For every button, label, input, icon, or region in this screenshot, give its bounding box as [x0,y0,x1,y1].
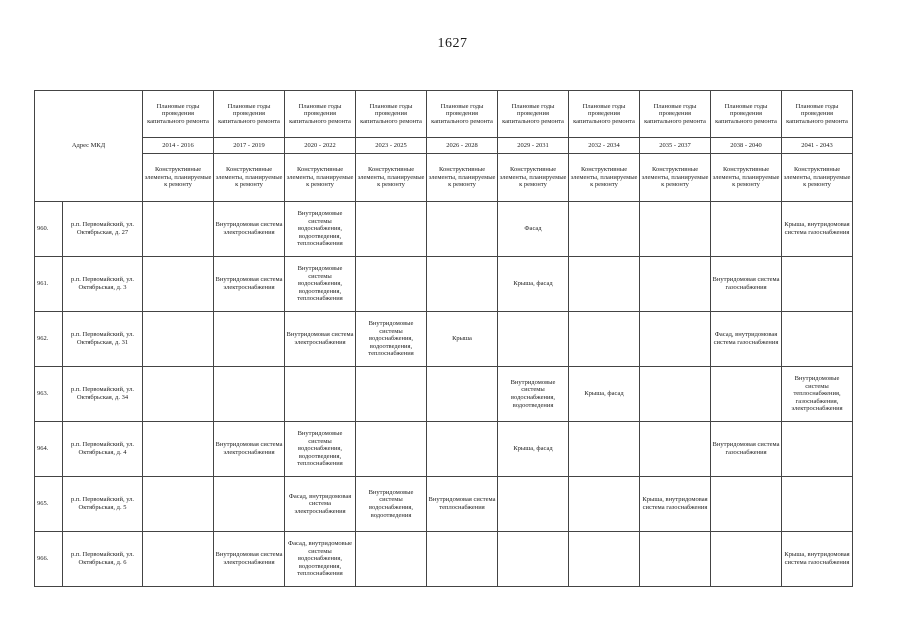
repair-elements-cell [356,367,427,422]
planned-years-header: Плановые годы проведения капитального ремонта [782,91,853,138]
repair-elements-cell [356,532,427,587]
repair-elements-cell [143,257,214,312]
repair-elements-cell: Крыша, фасад [498,422,569,477]
repair-elements-cell: Внутридомовая система электроснабжения [214,422,285,477]
repair-elements-cell: Внутридомовые системы водоснабжения, водоотведения, теплоснабжения [285,202,356,257]
repair-elements-cell: Фасад [498,202,569,257]
row-number: 965. [35,477,63,532]
repair-elements-cell [498,312,569,367]
repair-elements-cell [356,257,427,312]
address-cell: р.п. Первомайский, ул. Октябрьская, д. 31 [63,312,143,367]
repair-elements-cell [782,422,853,477]
table-row [35,477,853,532]
repair-elements-cell [640,202,711,257]
repair-elements-cell: Внутридомовая система электроснабжения [214,532,285,587]
row-number: 962. [35,312,63,367]
repair-elements-cell [214,312,285,367]
address-header-cell [35,91,143,202]
repair-elements-cell: Внутридомовые системы водоснабжения, водоотведения [356,477,427,532]
planned-years-header: Плановые годы проведения капитального ремонта [285,91,356,138]
address-cell: р.п. Первомайский, ул. Октябрьская, д. 4 [63,422,143,477]
repair-elements-cell [498,477,569,532]
repair-elements-cell: Внутридомовые системы теплоснабжения, газоснабжения, электроснабжения [782,367,853,422]
elements-header: Конструктивные элементы, планируемые к ремонту [143,154,214,202]
period-header: 2029 - 2031 [498,138,569,154]
table-row [35,422,853,477]
address-cell: р.п. Первомайский, ул. Октябрьская, д. 6 [63,532,143,587]
repair-elements-cell [569,477,640,532]
repair-elements-cell [640,367,711,422]
repair-elements-cell: Фасад, внутридомовая система электроснабжения [285,477,356,532]
period-header: 2017 - 2019 [214,138,285,154]
repair-elements-cell [782,257,853,312]
repair-elements-cell [569,532,640,587]
repair-elements-cell: Внутридомовые системы водоснабжения, водоотведения, теплоснабжения [285,257,356,312]
row-number: 963. [35,367,63,422]
elements-header: Конструктивные элементы, планируемые к ремонту [782,154,853,202]
repair-elements-cell [640,312,711,367]
period-header: 2035 - 2037 [640,138,711,154]
planned-years-header: Плановые годы проведения капитального ремонта [143,91,214,138]
period-header: 2041 - 2043 [782,138,853,154]
repair-elements-cell: Крыша, внутридомовая система газоснабжения [782,532,853,587]
repair-elements-cell [569,422,640,477]
repair-elements-cell [427,532,498,587]
elements-header: Конструктивные элементы, планируемые к ремонту [214,154,285,202]
repair-elements-cell [498,532,569,587]
repair-elements-cell [569,202,640,257]
planned-years-header: Плановые годы проведения капитального ремонта [214,91,285,138]
repair-elements-cell [782,312,853,367]
repair-elements-cell [711,532,782,587]
row-number: 966. [35,532,63,587]
capital-repair-table [34,90,853,587]
row-number: 964. [35,422,63,477]
repair-elements-cell [427,202,498,257]
elements-header: Конструктивные элементы, планируемые к ремонту [356,154,427,202]
repair-elements-cell: Внутридомовые системы водоснабжения, водоотведения, теплоснабжения [356,312,427,367]
planned-years-header: Плановые годы проведения капитального ремонта [711,91,782,138]
repair-elements-cell [214,477,285,532]
repair-elements-cell [569,312,640,367]
table-row [35,312,853,367]
repair-elements-cell [427,257,498,312]
table-row [35,257,853,312]
table-row [35,532,853,587]
table-row [35,367,853,422]
repair-elements-cell: Внутридомовая система электроснабжения [214,202,285,257]
repair-elements-cell [143,312,214,367]
elements-header: Конструктивные элементы, планируемые к ремонту [640,154,711,202]
repair-elements-cell: Внутридомовая система электроснабжения [285,312,356,367]
repair-elements-cell [711,367,782,422]
repair-elements-cell: Крыша, фасад [569,367,640,422]
period-header: 2020 - 2022 [285,138,356,154]
repair-elements-cell [143,477,214,532]
elements-header: Конструктивные элементы, планируемые к ремонту [711,154,782,202]
address-cell: р.п. Первомайский, ул. Октябрьская, д. 34 [63,367,143,422]
row-number: 961. [35,257,63,312]
repair-elements-cell [356,202,427,257]
repair-elements-cell [143,422,214,477]
address-cell: р.п. Первомайский, ул. Октябрьская, д. 3 [63,257,143,312]
repair-elements-cell [143,202,214,257]
row-number: 960. [35,202,63,257]
repair-elements-cell [285,367,356,422]
table-row [35,202,853,257]
repair-elements-cell: Крыша, фасад [498,257,569,312]
elements-header: Конструктивные элементы, планируемые к ремонту [569,154,640,202]
repair-elements-cell [143,532,214,587]
repair-elements-cell [640,532,711,587]
repair-elements-cell: Внутридомовые системы водоснабжения, водоотведения [498,367,569,422]
planned-years-header: Плановые годы проведения капитального ремонта [640,91,711,138]
planned-years-header: Плановые годы проведения капитального ремонта [498,91,569,138]
repair-elements-cell: Фасад, внутридомовая система газоснабжения [711,312,782,367]
repair-elements-cell: Крыша, внутридомовая система газоснабжения [782,202,853,257]
repair-elements-cell: Внутридомовая система газоснабжения [711,422,782,477]
repair-elements-cell [143,367,214,422]
repair-elements-cell: Внутридомовая система газоснабжения [711,257,782,312]
repair-elements-cell: Внутридомовая система электроснабжения [214,257,285,312]
address-cell: р.п. Первомайский, ул. Октябрьская, д. 27 [63,202,143,257]
repair-elements-cell [782,477,853,532]
repair-elements-cell: Внутридомовые системы водоснабжения, водоотведения, теплоснабжения [285,422,356,477]
repair-elements-cell: Крыша [427,312,498,367]
address-cell: р.п. Первомайский, ул. Октябрьская, д. 5 [63,477,143,532]
repair-elements-cell [427,367,498,422]
repair-elements-cell [356,422,427,477]
planned-years-header: Плановые годы проведения капитального ремонта [356,91,427,138]
repair-elements-cell [640,422,711,477]
repair-elements-cell: Крыша, внутридомовая система газоснабжения [640,477,711,532]
period-header: 2032 - 2034 [569,138,640,154]
repair-elements-cell [569,257,640,312]
address-header-label: Адрес МКД [71,142,106,150]
repair-elements-cell [640,257,711,312]
period-header: 2014 - 2016 [143,138,214,154]
repair-elements-cell: Внутридомовая система теплоснабжения [427,477,498,532]
planned-years-header: Плановые годы проведения капитального ремонта [569,91,640,138]
period-header: 2023 - 2025 [356,138,427,154]
repair-elements-cell [427,422,498,477]
elements-header: Конструктивные элементы, планируемые к ремонту [285,154,356,202]
period-header: 2038 - 2040 [711,138,782,154]
elements-header: Конструктивные элементы, планируемые к ремонту [498,154,569,202]
page-number: 1627 [437,36,468,51]
repair-elements-cell [711,477,782,532]
repair-elements-cell [214,367,285,422]
planned-years-header: Плановые годы проведения капитального ремонта [427,91,498,138]
period-header: 2026 - 2028 [427,138,498,154]
repair-elements-cell [711,202,782,257]
elements-header: Конструктивные элементы, планируемые к ремонту [427,154,498,202]
repair-elements-cell: Фасад, внутридомовые системы водоснабжения, водоотведения, теплоснабжения [285,532,356,587]
